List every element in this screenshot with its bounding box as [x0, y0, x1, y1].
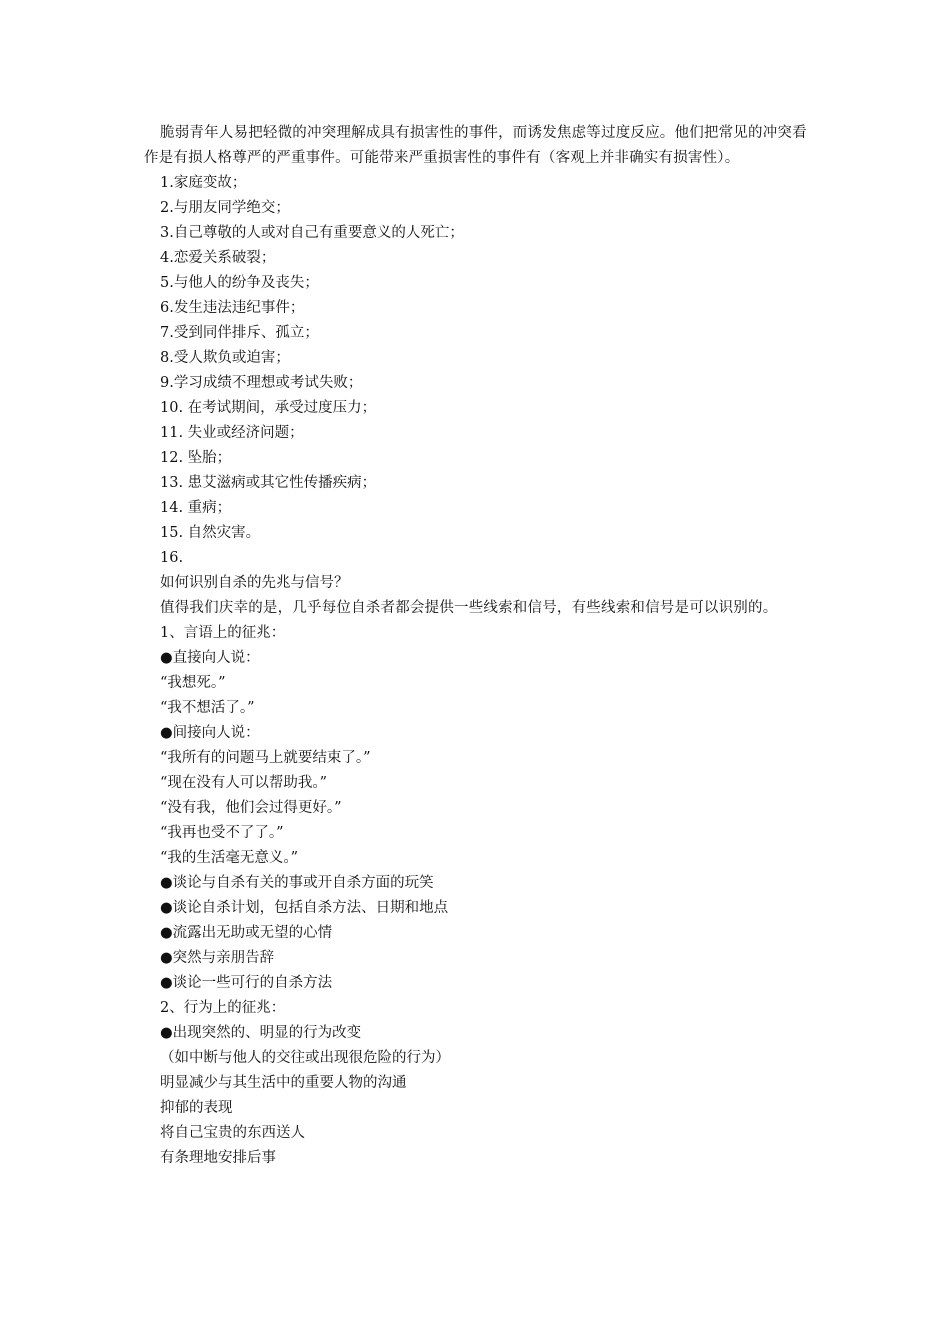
quote-line: “没有我，他们会过得更好。” — [160, 800, 342, 816]
answer-paragraph: 值得我们庆幸的是，几乎每位自杀者都会提供一些线索和信号，有些线索和信号是可以识别的。 — [160, 600, 778, 616]
list-item: 12. 坠胎； — [160, 450, 232, 466]
list-item: 10. 在考试期间，承受过度压力； — [160, 400, 377, 416]
list-item: 7.受到同伴排斥、孤立； — [160, 325, 319, 341]
event-list — [144, 171, 808, 571]
quote-line: “我不想活了。” — [160, 700, 255, 716]
quote-line: “现在没有人可以帮助我。” — [160, 775, 328, 791]
intro-paragraph: 脆弱青年人易把轻微的冲突理解成具有损害性的事件，而诱发焦虑等过度反应。他们把常见的冲突看作是有损人格尊严的严重事件。可能带来严重损害性的事件有（客观上并非确实有损害性）。 — [144, 125, 807, 166]
document-body — [144, 121, 808, 1171]
behavioral-heading: 2、行为上的征兆： — [160, 1000, 286, 1016]
list-item: 将自己宝贵的东西送人 — [160, 1125, 305, 1141]
verbal-heading: 1、言语上的征兆： — [160, 625, 286, 641]
note-line: （如中断与他人的交往或出现很危险的行为） — [160, 1050, 450, 1066]
bullet-item: ●流露出无助或无望的心情 — [160, 925, 333, 941]
list-item: 9.学习成绩不理想或考试失败； — [160, 375, 363, 391]
indirect-label: ●间接向人说： — [160, 725, 260, 741]
list-item: 明显减少与其生活中的重要人物的沟通 — [160, 1075, 407, 1091]
list-item: 15. 自然灾害。 — [160, 525, 261, 541]
list-item: 16. — [160, 550, 184, 566]
list-item: 1.家庭变故； — [160, 175, 247, 191]
list-item: 13. 患艾滋病或其它性传播疾病； — [160, 475, 377, 491]
list-item: 抑郁的表现 — [160, 1100, 233, 1116]
bullet-item: ●谈论与自杀有关的事或开自杀方面的玩笑 — [160, 875, 434, 891]
list-item: 4.恋爱关系破裂； — [160, 250, 276, 266]
list-item: 3.自己尊敬的人或对自己有重要意义的人死亡； — [160, 225, 464, 241]
direct-label: ●直接向人说： — [160, 650, 260, 666]
list-item: 5.与他人的纷争及丧失； — [160, 275, 319, 291]
bullet-item: ●突然与亲朋告辞 — [160, 950, 275, 966]
quote-line: “我的生活毫无意义。” — [160, 850, 299, 866]
list-item: 6.发生违法违纪事件； — [160, 300, 305, 316]
list-item: 14. 重病； — [160, 500, 232, 516]
list-item: 11. 失业或经济问题； — [160, 425, 304, 441]
bullet-item: ●出现突然的、明显的行为改变 — [160, 1025, 362, 1041]
quote-line: “我所有的问题马上就要结束了。” — [160, 750, 371, 766]
list-item: 8.受人欺负或迫害； — [160, 350, 290, 366]
bullet-item: ●谈论一些可行的自杀方法 — [160, 975, 333, 991]
bullet-item: ●谈论自杀计划，包括自杀方法、日期和地点 — [160, 900, 449, 916]
quote-line: “我再也受不了了。” — [160, 825, 284, 841]
section-question: 如何识别自杀的先兆与信号？ — [160, 575, 349, 591]
quote-line: “我想死。” — [160, 675, 226, 691]
list-item: 有条理地安排后事 — [160, 1150, 276, 1166]
list-item: 2.与朋友同学绝交； — [160, 200, 290, 216]
